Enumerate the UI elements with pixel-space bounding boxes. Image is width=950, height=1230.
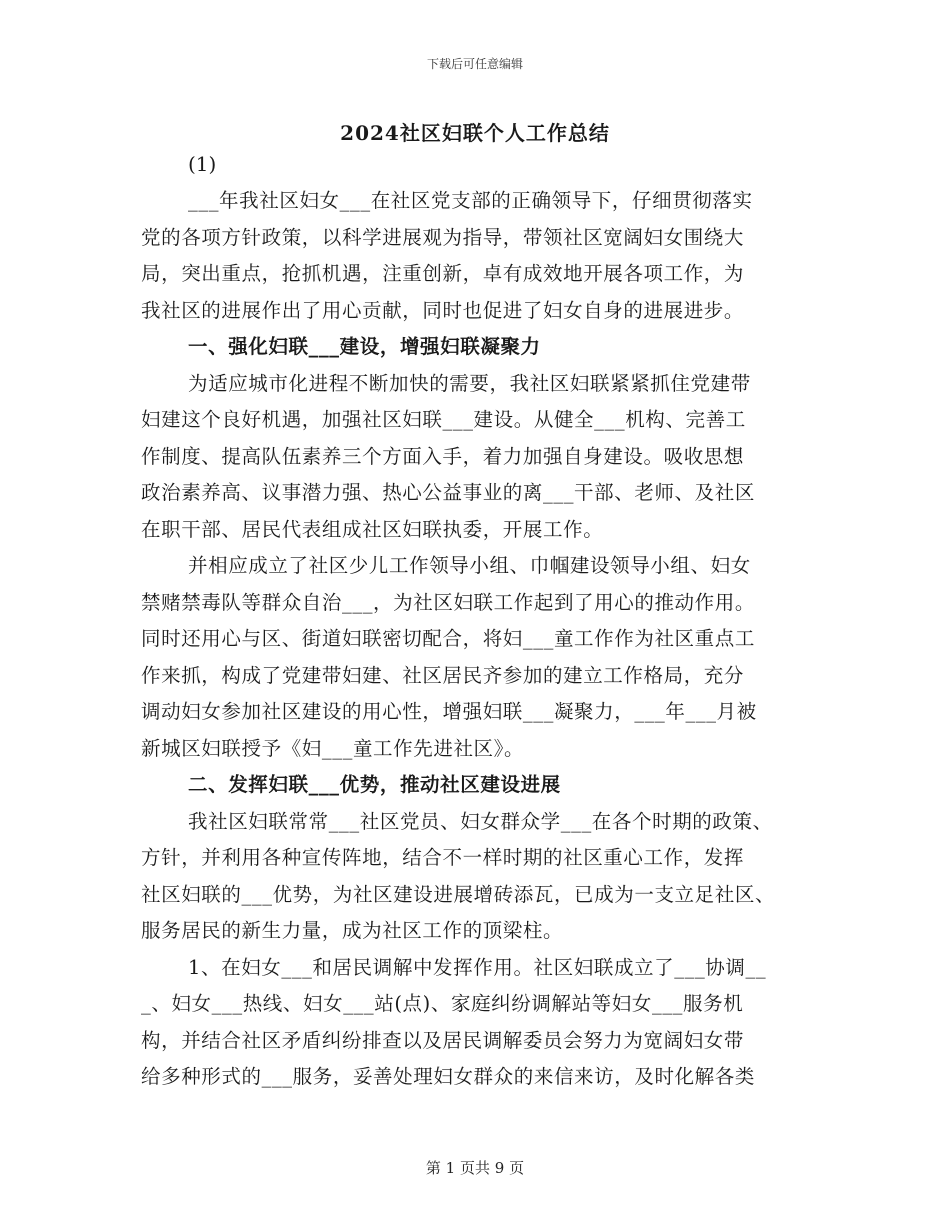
paragraph-line: 构，并结合社区矛盾纠纷排查以及居民调解委员会努力为宽阔妇女带 xyxy=(141,1028,745,1052)
header-note: 下载后可任意编辑 xyxy=(426,57,523,71)
paragraph-line: 政治素养高、议事潜力强、热心公益事业的离___干部、老师、及社区 xyxy=(141,481,755,504)
paragraph-line: 禁赌禁毒队等群众自治___，为社区妇联工作起到了用心的推动作用。 xyxy=(141,590,755,614)
paragraph-line: 调动妇女参加社区建设的用心性，增强妇联___凝聚力，___年___月被 xyxy=(141,700,757,723)
paragraph-line: 1、在妇女___和居民调解中发挥作用。社区妇联成立了___协调__ xyxy=(188,955,767,979)
paragraph-line: 并相应成立了社区少儿工作领导小组、巾帼建设领导小组、妇女 xyxy=(188,554,751,577)
paragraph-line: 在职干部、居民代表组成社区妇联执委，开展工作。 xyxy=(141,517,604,541)
paragraph-line: 我社区妇联常常___社区党员、妇女群众学___在各个时期的政策、 xyxy=(188,809,773,833)
section-heading: 二、发挥妇联___优势，推动社区建设进展 xyxy=(188,773,561,796)
paragraph-line: ___年我社区妇女___在社区党支部的正确领导下，仔细贯彻落实 xyxy=(188,189,753,212)
paragraph-line: _、妇女___热线、妇女___站(点)、家庭纠纷调解站等妇女___服务机 xyxy=(141,992,744,1015)
paragraph-line: 社区妇联的___优势，为社区建设进展增砖添瓦，已成为一支立足社区、 xyxy=(141,882,776,906)
paragraph-line: 作制度、提高队伍素养三个方面入手，着力加强自身建设。吸收思想 xyxy=(141,444,745,468)
paragraph-line: 妇建这个良好机遇，加强社区妇联___建设。从健全___机构、完善工 xyxy=(141,408,746,431)
document-title: 2024社区妇联个人工作总结 xyxy=(340,121,610,145)
section-number: (1) xyxy=(188,152,217,176)
paragraph-line: 同时还用心与区、街道妇联密切配合，将妇___童工作作为社区重点工 xyxy=(141,627,755,650)
paragraph-line: 党的各项方针政策，以科学进展观为指导，带领社区宽阔妇女围绕大 xyxy=(141,225,745,249)
page-footer: 第 1 页共 9 页 xyxy=(425,1159,525,1177)
paragraph-line: 为适应城市化进程不断加快的需要，我社区妇联紧紧抓住党建带 xyxy=(188,371,751,395)
paragraph-line: 给多种形式的___服务，妥善处理妇女群众的来信来访，及时化解各类 xyxy=(141,1065,755,1088)
paragraph-line: 我社区的进展作出了用心贡献，同时也促进了妇女自身的进展进步。 xyxy=(141,298,745,322)
paragraph-line: 新城区妇联授予《妇___童工作先进社区》。 xyxy=(141,736,525,760)
paragraph-line: 服务居民的新生力量，成为社区工作的顶梁柱。 xyxy=(141,919,564,942)
paragraph-line: 方针，并利用各种宣传阵地，结合不一样时期的社区重心工作，发挥 xyxy=(141,846,745,869)
section-heading: 一、强化妇联___建设，增强妇联凝聚力 xyxy=(188,335,541,358)
paragraph-line: 作来抓，构成了党建带妇建、社区居民齐参加的建立工作格局，充分 xyxy=(141,663,745,687)
paragraph-line: 局，突出重点，抢抓机遇，注重创新，卓有成效地开展各项工作，为 xyxy=(141,262,745,285)
